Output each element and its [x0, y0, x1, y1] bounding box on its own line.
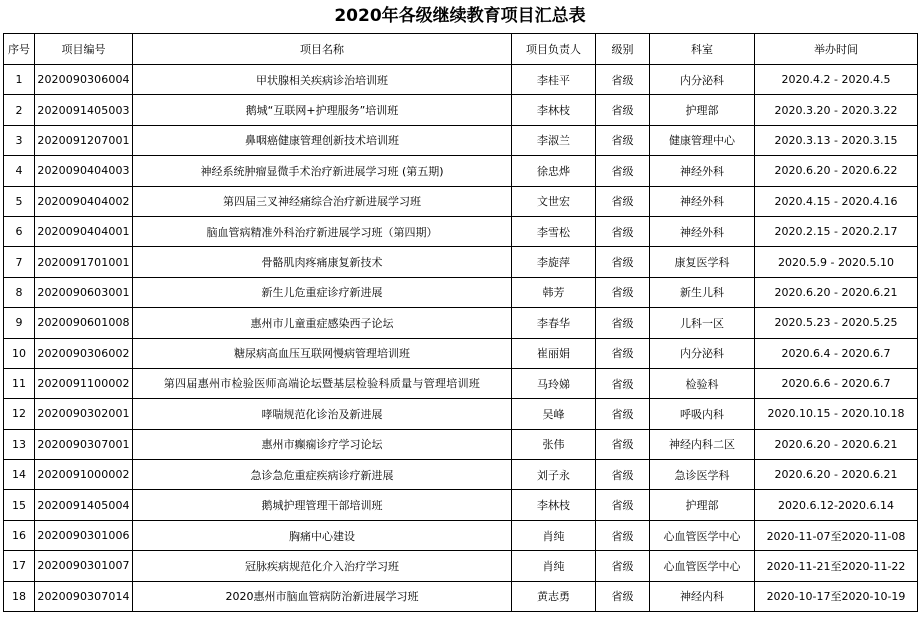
cell-name: 脑血管病精准外科治疗新进展学习班（第四期）	[133, 216, 512, 246]
cell-code: 2020091701001	[35, 247, 133, 277]
cell-no: 15	[4, 490, 35, 520]
cell-leader: 李林枝	[512, 490, 596, 520]
table-row	[4, 65, 918, 95]
cell-time: 2020.6.20 - 2020.6.21	[755, 460, 918, 490]
cell-no: 8	[4, 277, 35, 307]
cell-no: 3	[4, 125, 35, 155]
cell-code: 2020090306002	[35, 338, 133, 368]
cell-time: 2020.6.20 - 2020.6.22	[755, 156, 918, 186]
cell-level: 省级	[596, 156, 650, 186]
cell-code: 2020090601008	[35, 308, 133, 338]
cell-code: 2020091405003	[35, 95, 133, 125]
table-row	[4, 581, 918, 611]
cell-no: 18	[4, 581, 35, 611]
cell-leader: 李雪松	[512, 216, 596, 246]
cell-level: 省级	[596, 368, 650, 398]
cell-time: 2020-11-21至2020-11-22	[755, 551, 918, 581]
cell-level: 省级	[596, 247, 650, 277]
cell-time: 2020.6.20 - 2020.6.21	[755, 429, 918, 459]
cell-leader: 吴峰	[512, 399, 596, 429]
cell-name: 哮喘规范化诊治及新进展	[133, 399, 512, 429]
cell-no: 10	[4, 338, 35, 368]
table-row	[4, 277, 918, 307]
cell-code: 2020090404001	[35, 216, 133, 246]
table-row	[4, 490, 918, 520]
header-leader: 项目负责人	[512, 34, 596, 65]
cell-time: 2020.6.6 - 2020.6.7	[755, 368, 918, 398]
cell-code: 2020090603001	[35, 277, 133, 307]
cell-time: 2020.4.15 - 2020.4.16	[755, 186, 918, 216]
cell-leader: 崔丽娟	[512, 338, 596, 368]
cell-dept: 健康管理中心	[650, 125, 755, 155]
cell-code: 2020091000002	[35, 460, 133, 490]
table-row	[4, 551, 918, 581]
cell-dept: 内分泌科	[650, 338, 755, 368]
table-row	[4, 429, 918, 459]
cell-code: 2020091207001	[35, 125, 133, 155]
cell-name: 神经系统肿瘤显微手术治疗新进展学习班 (第五期)	[133, 156, 512, 186]
cell-leader: 肖纯	[512, 551, 596, 581]
cell-dept: 护理部	[650, 490, 755, 520]
cell-leader: 李春华	[512, 308, 596, 338]
cell-no: 6	[4, 216, 35, 246]
table-row	[4, 247, 918, 277]
header-time: 举办时间	[755, 34, 918, 65]
cell-no: 7	[4, 247, 35, 277]
cell-level: 省级	[596, 520, 650, 550]
cell-time: 2020.6.4 - 2020.6.7	[755, 338, 918, 368]
cell-level: 省级	[596, 277, 650, 307]
cell-no: 2	[4, 95, 35, 125]
cell-time: 2020.6.20 - 2020.6.21	[755, 277, 918, 307]
cell-time: 2020.6.12-2020.6.14	[755, 490, 918, 520]
cell-time: 2020.3.13 - 2020.3.15	[755, 125, 918, 155]
cell-leader: 李淑兰	[512, 125, 596, 155]
cell-no: 12	[4, 399, 35, 429]
cell-level: 省级	[596, 338, 650, 368]
cell-time: 2020.2.15 - 2020.2.17	[755, 216, 918, 246]
cell-name: 鼻咽癌健康管理创新技术培训班	[133, 125, 512, 155]
cell-dept: 神经外科	[650, 216, 755, 246]
table-row	[4, 125, 918, 155]
header-name: 项目名称	[133, 34, 512, 65]
cell-no: 14	[4, 460, 35, 490]
cell-no: 5	[4, 186, 35, 216]
cell-level: 省级	[596, 429, 650, 459]
cell-name: 糖尿病高血压互联网慢病管理培训班	[133, 338, 512, 368]
cell-level: 省级	[596, 308, 650, 338]
cell-dept: 内分泌科	[650, 65, 755, 95]
cell-leader: 李旋萍	[512, 247, 596, 277]
cell-time: 2020-11-07至2020-11-08	[755, 520, 918, 550]
table-row	[4, 186, 918, 216]
table-row	[4, 156, 918, 186]
page-title: 2020年各级继续教育项目汇总表	[334, 6, 586, 26]
table-row	[4, 216, 918, 246]
cell-time: 2020.4.2 - 2020.4.5	[755, 65, 918, 95]
cell-dept: 神经外科	[650, 186, 755, 216]
cell-name: 鹅城护理管理干部培训班	[133, 490, 512, 520]
cell-code: 2020090307001	[35, 429, 133, 459]
cell-level: 省级	[596, 95, 650, 125]
cell-no: 1	[4, 65, 35, 95]
cell-time: 2020.5.23 - 2020.5.25	[755, 308, 918, 338]
table-row	[4, 368, 918, 398]
cell-dept: 护理部	[650, 95, 755, 125]
table-header-row	[4, 34, 918, 65]
cell-name: 骨骼肌肉疼痛康复新技术	[133, 247, 512, 277]
cell-leader: 徐忠烨	[512, 156, 596, 186]
cell-leader: 李桂平	[512, 65, 596, 95]
cell-level: 省级	[596, 551, 650, 581]
cell-time: 2020-10-17至2020-10-19	[755, 581, 918, 611]
cell-code: 2020090302001	[35, 399, 133, 429]
cell-level: 省级	[596, 460, 650, 490]
cell-time: 2020.10.15 - 2020.10.18	[755, 399, 918, 429]
table-row	[4, 460, 918, 490]
cell-dept: 康复医学科	[650, 247, 755, 277]
cell-level: 省级	[596, 216, 650, 246]
cell-no: 13	[4, 429, 35, 459]
cell-code: 2020091405004	[35, 490, 133, 520]
table-row	[4, 520, 918, 550]
cell-code: 2020090404002	[35, 186, 133, 216]
cell-name: 急诊急危重症疾病诊疗新进展	[133, 460, 512, 490]
cell-name: 惠州市癫痫诊疗学习论坛	[133, 429, 512, 459]
cell-dept: 心血管医学中心	[650, 520, 755, 550]
cell-code: 2020090301007	[35, 551, 133, 581]
cell-name: 2020惠州市脑血管病防治新进展学习班	[133, 581, 512, 611]
cell-code: 2020090404003	[35, 156, 133, 186]
cell-dept: 儿科一区	[650, 308, 755, 338]
cell-leader: 李林枝	[512, 95, 596, 125]
cell-leader: 文世宏	[512, 186, 596, 216]
cell-dept: 神经内科二区	[650, 429, 755, 459]
cell-no: 4	[4, 156, 35, 186]
cell-code: 2020091100002	[35, 368, 133, 398]
cell-leader: 刘子永	[512, 460, 596, 490]
cell-leader: 张伟	[512, 429, 596, 459]
cell-code: 2020090306004	[35, 65, 133, 95]
cell-level: 省级	[596, 490, 650, 520]
cell-dept: 神经外科	[650, 156, 755, 186]
cell-name: 胸痛中心建设	[133, 520, 512, 550]
cell-dept: 新生儿科	[650, 277, 755, 307]
cell-no: 17	[4, 551, 35, 581]
header-code: 项目编号	[35, 34, 133, 65]
cell-time: 2020.3.20 - 2020.3.22	[755, 95, 918, 125]
table-row	[4, 399, 918, 429]
cell-name: 甲状腺相关疾病诊治培训班	[133, 65, 512, 95]
cell-leader: 韩芳	[512, 277, 596, 307]
cell-name: 新生儿危重症诊疗新进展	[133, 277, 512, 307]
cell-dept: 神经内科	[650, 581, 755, 611]
cell-no: 9	[4, 308, 35, 338]
cell-name: 冠脉疾病规范化介入治疗学习班	[133, 551, 512, 581]
cell-level: 省级	[596, 125, 650, 155]
cell-dept: 心血管医学中心	[650, 551, 755, 581]
cell-no: 11	[4, 368, 35, 398]
header-dept: 科室	[650, 34, 755, 65]
table-row	[4, 338, 918, 368]
cell-no: 16	[4, 520, 35, 550]
cell-leader: 马玲娣	[512, 368, 596, 398]
cell-level: 省级	[596, 65, 650, 95]
table-row	[4, 95, 918, 125]
header-level: 级别	[596, 34, 650, 65]
cell-code: 2020090301006	[35, 520, 133, 550]
table-row	[4, 308, 918, 338]
cell-name: 第四届惠州市检验医师高端论坛暨基层检验科质量与管理培训班	[133, 368, 512, 398]
cell-dept: 检验科	[650, 368, 755, 398]
cell-level: 省级	[596, 399, 650, 429]
cell-name: 鹅城“互联网+护理服务”培训班	[133, 95, 512, 125]
header-no: 序号	[4, 34, 35, 65]
cell-code: 2020090307014	[35, 581, 133, 611]
cell-level: 省级	[596, 186, 650, 216]
cell-leader: 黄志勇	[512, 581, 596, 611]
cell-leader: 肖纯	[512, 520, 596, 550]
project-table	[3, 33, 918, 612]
cell-level: 省级	[596, 581, 650, 611]
cell-time: 2020.5.9 - 2020.5.10	[755, 247, 918, 277]
cell-name: 惠州市儿童重症感染西子论坛	[133, 308, 512, 338]
cell-dept: 急诊医学科	[650, 460, 755, 490]
cell-name: 第四届三叉神经痛综合治疗新进展学习班	[133, 186, 512, 216]
cell-dept: 呼吸内科	[650, 399, 755, 429]
